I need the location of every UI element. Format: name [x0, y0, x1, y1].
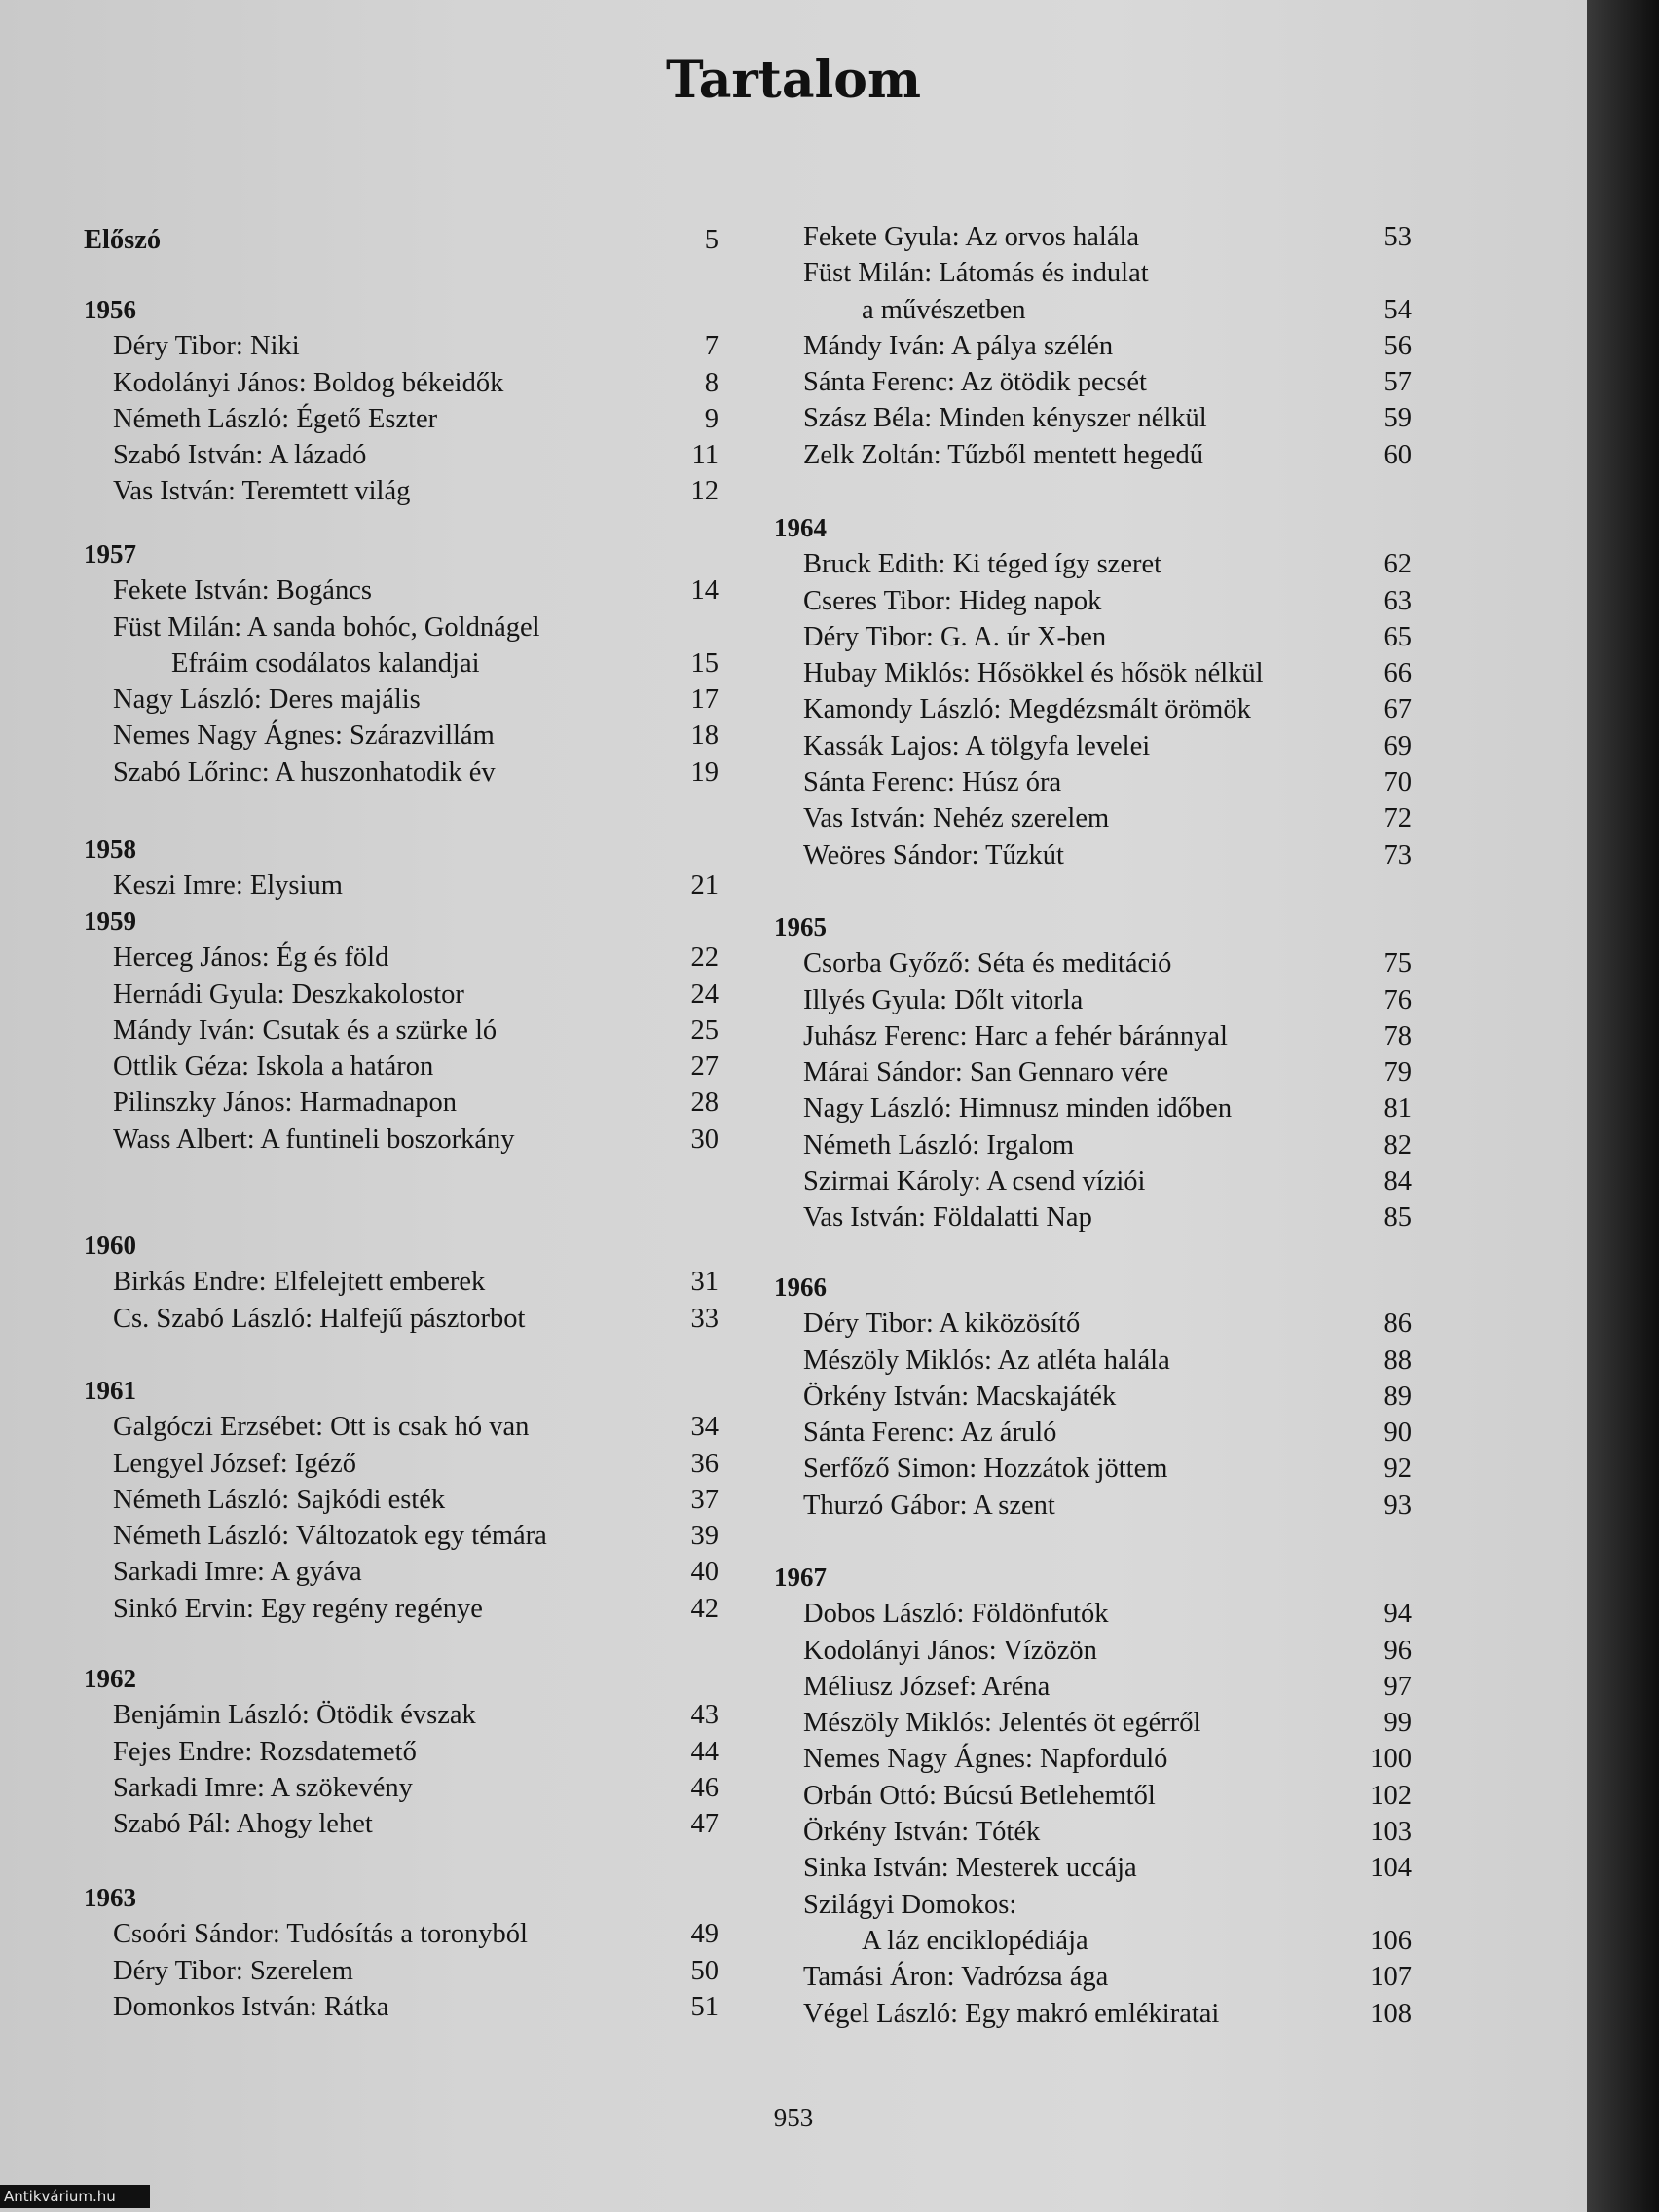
toc-entry	[84, 1989, 719, 2025]
toc-entry	[84, 1301, 719, 1337]
toc-page-number: 82	[1383, 1129, 1412, 1161]
book-edge	[1587, 0, 1659, 2212]
toc-entry-title: Szász Béla: Minden kényszer nélkül	[803, 403, 1207, 434]
toc-page-number: 67	[1383, 694, 1412, 725]
toc-page-number: 88	[1383, 1345, 1412, 1376]
toc-entry	[774, 437, 1412, 473]
year-heading: 1961	[84, 1376, 136, 1405]
toc-entry	[84, 1806, 719, 1842]
toc-entry-title: Bruck Edith: Ki téged így szeret	[803, 549, 1162, 580]
toc-entry	[84, 1409, 719, 1445]
toc-year-section	[774, 1270, 1412, 1524]
toc-entry-title: Serfőző Simon: Hozzátok jöttem	[803, 1454, 1168, 1485]
toc-page-number: 22	[690, 942, 719, 974]
toc-page-number: 104	[1370, 1853, 1412, 1884]
toc-entry	[774, 945, 1412, 981]
toc-page-number: 11	[691, 440, 719, 471]
toc-entry-title: Orbán Ottó: Búcsú Betlehemtől	[803, 1780, 1156, 1811]
toc-entry-title: Szabó István: A lázadó	[113, 440, 367, 471]
toc-entry-title: Németh László: Irgalom	[803, 1129, 1075, 1161]
year-heading: 1964	[774, 513, 827, 542]
toc-entry-title: Szilágyi Domokos:	[803, 1889, 1017, 1920]
year-heading: 1965	[774, 912, 827, 941]
toc-entry	[774, 1850, 1412, 1886]
toc-year-section	[774, 1560, 1412, 2032]
toc-page-number: 62	[1383, 549, 1412, 580]
toc-entry	[774, 1451, 1412, 1487]
toc-entry	[774, 1054, 1412, 1090]
toc-page-number: 93	[1383, 1490, 1412, 1521]
toc-entry-title: A láz enciklopédiája	[862, 1925, 1088, 1956]
toc-entry	[774, 1488, 1412, 1524]
toc-entry-title: Benjámin László: Ötödik évszak	[113, 1700, 476, 1731]
toc-entry	[84, 1013, 719, 1049]
toc-entry	[84, 1697, 719, 1733]
toc-page-number: 107	[1370, 1962, 1412, 1993]
toc-page-number: 108	[1370, 1998, 1412, 2029]
toc-entry	[84, 718, 719, 754]
toc-entry	[774, 619, 1412, 655]
toc-page-number: 73	[1383, 839, 1412, 870]
toc-entry-title: Németh László: Sajkódi esték	[113, 1484, 446, 1515]
toc-entry-title: Németh László: Változatok egy témára	[113, 1521, 547, 1552]
toc-entry-title: Füst Milán: A sanda bohóc, Goldnágel	[113, 611, 540, 643]
toc-page-number: 85	[1383, 1202, 1412, 1234]
toc-entry	[84, 473, 719, 509]
toc-year-section	[84, 1228, 719, 1337]
toc-entry-title: Ottlik Géza: Iskola a határon	[113, 1051, 434, 1083]
toc-entry	[774, 1127, 1412, 1163]
toc-entry	[774, 1669, 1412, 1705]
toc-entry-title: Szabó Lőrinc: A huszonhatodik év	[113, 756, 496, 788]
toc-entry-title: Wass Albert: A funtineli boszorkány	[113, 1124, 515, 1155]
toc-page-number: 36	[690, 1448, 719, 1479]
toc-entry-title: Kodolányi János: Vízözön	[803, 1635, 1097, 1666]
toc-entry-title: Mészöly Miklós: Jelentés öt egérről	[803, 1708, 1201, 1739]
toc-entry-title: Sánta Ferenc: Az áruló	[803, 1418, 1057, 1449]
toc-entry	[774, 837, 1412, 873]
toc-year-section	[84, 536, 719, 791]
toc-entry	[774, 982, 1412, 1018]
toc-page-number: 5	[704, 225, 719, 255]
toc-page-number: 51	[690, 1991, 719, 2022]
toc-page-number: 44	[690, 1736, 719, 1767]
toc-year-section	[84, 292, 719, 510]
toc-year-section	[84, 1373, 719, 1627]
toc-entry-title: Vas István: Földalatti Nap	[803, 1202, 1092, 1234]
toc-entry-title: Déry Tibor: G. A. úr X-ben	[803, 621, 1107, 652]
toc-entry-title: Sánta Ferenc: Húsz óra	[803, 767, 1062, 798]
toc-entry	[84, 1446, 719, 1482]
toc-page-number: 106	[1370, 1925, 1412, 1956]
toc-entry-title: Füst Milán: Látomás és indulat	[803, 258, 1149, 289]
toc-entry-title: Déry Tibor: Szerelem	[113, 1955, 353, 1986]
toc-page-number: 60	[1383, 439, 1412, 470]
toc-page-number: 49	[690, 1919, 719, 1950]
toc-page-number: 94	[1383, 1599, 1412, 1630]
toc-entry-title: Déry Tibor: Niki	[113, 331, 300, 362]
toc-entry	[774, 728, 1412, 764]
toc-page-number: 34	[690, 1412, 719, 1443]
toc-entry-title: a művészetben	[862, 294, 1026, 325]
toc-page-number: 70	[1383, 767, 1412, 798]
toc-entry	[774, 1705, 1412, 1741]
toc-entry	[84, 1518, 719, 1554]
toc-entry-title: Végel László: Egy makró emlékiratai	[803, 1998, 1220, 2029]
toc-entry	[84, 682, 719, 718]
toc-entry-title: Kodolányi János: Boldog békeidők	[113, 367, 504, 398]
toc-year-section	[84, 903, 719, 1158]
year-heading: 1958	[84, 834, 136, 864]
toc-entry-title: Németh László: Égető Eszter	[113, 403, 438, 434]
year-heading: 1956	[84, 295, 136, 324]
toc-page-number: 65	[1383, 621, 1412, 652]
toc-entry	[774, 1596, 1412, 1632]
toc-page-number: 15	[690, 647, 719, 679]
foreword-block	[84, 222, 719, 258]
toc-entry-title: Kassák Lajos: A tölgyfa levelei	[803, 730, 1151, 761]
toc-entry	[84, 1264, 719, 1300]
toc-entry	[84, 1085, 719, 1121]
toc-year-section	[774, 909, 1412, 1236]
toc-entry	[84, 755, 719, 791]
toc-page-number: 79	[1383, 1057, 1412, 1088]
year-heading: 1957	[84, 539, 136, 569]
toc-entry	[774, 764, 1412, 800]
toc-entry-title: Birkás Endre: Elfelejtett emberek	[113, 1267, 486, 1298]
toc-page-number: 50	[690, 1955, 719, 1986]
toc-page-number: 37	[690, 1484, 719, 1515]
toc-page-number: 12	[690, 476, 719, 507]
toc-entry-title: Sánta Ferenc: Az ötödik pecsét	[803, 367, 1147, 398]
toc-page-number: 14	[690, 575, 719, 607]
toc-entry	[84, 1591, 719, 1627]
toc-entry-title: Örkény István: Macskajáték	[803, 1381, 1117, 1412]
toc-page-number: 57	[1383, 367, 1412, 398]
toc-page-number: 86	[1383, 1309, 1412, 1340]
toc-page-number: 24	[690, 978, 719, 1010]
toc-page-number: 89	[1383, 1381, 1412, 1412]
toc-entry-title: Nemes Nagy Ágnes: Szárazvillám	[113, 720, 495, 752]
toc-entry	[774, 1996, 1412, 2032]
toc-entry-title: Sinkó Ervin: Egy regény regénye	[113, 1593, 483, 1624]
toc-page-number: 9	[704, 403, 719, 434]
toc-entry	[774, 1887, 1412, 1923]
toc-entry-title: Fekete István: Bogáncs	[113, 575, 372, 607]
toc-page-number: 18	[690, 720, 719, 752]
toc-entry	[84, 572, 719, 608]
toc-entry-title: Csoóri Sándor: Tudósítás a toronyból	[113, 1919, 528, 1950]
year-heading: 1960	[84, 1231, 136, 1260]
toc-entry-title: Hernádi Gyula: Deszkakolostor	[113, 978, 464, 1010]
toc-entry	[84, 1734, 719, 1770]
toc-entry-title: Fekete Gyula: Az orvos halála	[803, 222, 1140, 252]
toc-page-number: 66	[1383, 658, 1412, 689]
toc-page-number: 30	[690, 1124, 719, 1155]
toc-entry-title: Előszó	[84, 225, 162, 255]
toc-entry-title: Sarkadi Imre: A szökevény	[113, 1772, 413, 1803]
toc-entry-title: Illyés Gyula: Dőlt vitorla	[803, 984, 1084, 1015]
toc-entry-title: Mándy Iván: A pálya szélén	[803, 330, 1114, 361]
toc-page-number: 28	[690, 1088, 719, 1119]
toc-entry	[774, 1814, 1412, 1850]
toc-page-number: 92	[1383, 1454, 1412, 1485]
toc-page-number: 19	[690, 756, 719, 788]
toc-page-number: 59	[1383, 403, 1412, 434]
toc-entry-title: Nagy László: Deres majális	[113, 684, 421, 716]
toc-page-number: 72	[1383, 803, 1412, 834]
toc-entry	[84, 365, 719, 401]
toc-entry-title: Csorba Győző: Séta és meditáció	[803, 948, 1172, 979]
year-heading: 1962	[84, 1664, 136, 1693]
toc-entry	[84, 328, 719, 364]
toc-entry	[84, 222, 719, 258]
toc-entry	[774, 1163, 1412, 1199]
toc-entry	[84, 1049, 719, 1085]
toc-entry-title: Kamondy László: Megdézsmált örömök	[803, 694, 1251, 725]
toc-entry	[774, 1959, 1412, 1995]
toc-entry	[774, 583, 1412, 619]
toc-entry-title: Vas István: Nehéz szerelem	[803, 803, 1110, 834]
toc-page-number: 103	[1370, 1817, 1412, 1848]
toc-entry	[774, 1090, 1412, 1126]
toc-entry-title: Cs. Szabó László: Halfejű pásztorbot	[113, 1303, 526, 1334]
toc-entry	[84, 401, 719, 437]
page-title: Tartalom	[666, 51, 921, 110]
toc-entry	[774, 1923, 1412, 1959]
toc-page-number: 78	[1383, 1020, 1412, 1051]
toc-page-number: 21	[690, 870, 719, 902]
toc-entry	[774, 1306, 1412, 1342]
toc-entry-title: Weöres Sándor: Tűzkút	[803, 839, 1064, 870]
toc-entry-title: Nagy László: Himnusz minden időben	[803, 1093, 1233, 1124]
year-heading: 1959	[84, 906, 136, 936]
toc-entry	[774, 1633, 1412, 1669]
toc-entry	[774, 400, 1412, 436]
page-number: 953	[773, 2103, 814, 2132]
toc-page-number: 96	[1383, 1635, 1412, 1666]
toc-page-number: 47	[690, 1809, 719, 1840]
toc-page-number: 39	[690, 1521, 719, 1552]
toc-entry	[774, 655, 1412, 691]
toc-entry	[774, 1778, 1412, 1814]
toc-entry-title: Szirmai Károly: A csend víziói	[803, 1166, 1146, 1198]
toc-entry	[84, 437, 719, 473]
toc-page-number: 27	[690, 1051, 719, 1083]
toc-entry-title: Méliusz József: Aréna	[803, 1671, 1051, 1702]
toc-entry-title: Herceg János: Ég és föld	[113, 942, 389, 974]
toc-entry	[774, 364, 1412, 400]
toc-page-number: 43	[690, 1700, 719, 1731]
toc-page-number: 76	[1383, 984, 1412, 1015]
toc-entry-title: Fejes Endre: Rozsdatemető	[113, 1736, 417, 1767]
toc-page-number: 99	[1383, 1708, 1412, 1739]
toc-entry-title: Galgóczi Erzsébet: Ott is csak hó van	[113, 1412, 530, 1443]
toc-entry	[774, 691, 1412, 727]
toc-entry	[774, 292, 1412, 328]
toc-year-section	[84, 831, 719, 904]
toc-page-number: 53	[1383, 222, 1412, 252]
toc-page-number: 7	[704, 331, 719, 362]
toc-entry-title: Keszi Imre: Elysium	[113, 870, 343, 902]
toc-page-number: 54	[1383, 294, 1412, 325]
toc-entry	[774, 1415, 1412, 1451]
toc-entry-title: Mészöly Miklós: Az atléta halála	[803, 1345, 1170, 1376]
toc-page-number: 102	[1370, 1780, 1412, 1811]
toc-entry-title: Cseres Tibor: Hideg napok	[803, 585, 1102, 616]
toc-page-number: 75	[1383, 948, 1412, 979]
toc-year-section	[774, 510, 1412, 873]
toc-entry-title: Thurzó Gábor: A szent	[803, 1490, 1055, 1521]
year-heading: 1966	[774, 1272, 827, 1302]
toc-page-number: 90	[1383, 1418, 1412, 1449]
toc-entry-title: Márai Sándor: San Gennaro vére	[803, 1057, 1169, 1088]
toc-entry-title: Lengyel József: Igéző	[113, 1448, 357, 1479]
year-heading: 1967	[774, 1563, 827, 1592]
toc-entry	[774, 1018, 1412, 1054]
toc-page-number: 84	[1383, 1166, 1412, 1198]
toc-entry	[84, 609, 719, 645]
toc-page-number: 8	[704, 367, 719, 398]
toc-year-section	[84, 1880, 719, 2025]
toc-entry	[774, 1379, 1412, 1415]
toc-entry-title: Domonkos István: Rátka	[113, 1991, 389, 2022]
toc-entry-title: Vas István: Teremtett világ	[113, 476, 411, 507]
toc-page-number: 25	[690, 1014, 719, 1046]
toc-entry-title: Zelk Zoltán: Tűzből mentett hegedű	[803, 439, 1204, 470]
toc-page-number: 17	[690, 684, 719, 716]
toc-entry	[774, 219, 1412, 255]
toc-entry	[774, 328, 1412, 364]
toc-entry	[774, 1343, 1412, 1379]
toc-entry-title: Déry Tibor: A kiközösítő	[803, 1309, 1081, 1340]
toc-entry-title: Hubay Miklós: Hősökkel és hősök nélkül	[803, 658, 1264, 689]
toc-entry-title: Nemes Nagy Ágnes: Napforduló	[803, 1744, 1168, 1775]
toc-entry	[84, 940, 719, 976]
toc-entry-title: Juhász Ferenc: Harc a fehér báránnyal	[803, 1020, 1228, 1051]
toc-page-number: 33	[690, 1303, 719, 1334]
toc-page-number: 46	[690, 1772, 719, 1803]
toc-entry	[84, 977, 719, 1013]
toc-page-number: 63	[1383, 585, 1412, 616]
toc-entry	[774, 1199, 1412, 1235]
toc-entry	[84, 867, 719, 903]
toc-page-number: 100	[1370, 1744, 1412, 1775]
toc-page-number: 31	[690, 1267, 719, 1298]
toc-page-number: 40	[690, 1557, 719, 1588]
toc-page-number: 56	[1383, 330, 1412, 361]
toc-entry	[774, 1741, 1412, 1777]
toc-page-number: 81	[1383, 1093, 1412, 1124]
toc-page-number: 69	[1383, 730, 1412, 761]
toc-entry	[774, 255, 1412, 291]
toc-entry-title: Pilinszky János: Harmadnapon	[113, 1088, 458, 1119]
toc-entry	[84, 1482, 719, 1518]
toc-entry-title: Tamási Áron: Vadrózsa ága	[803, 1962, 1109, 1993]
toc-page-number: 97	[1383, 1671, 1412, 1702]
toc-entry-title: Dobos László: Földönfutók	[803, 1599, 1109, 1630]
toc-page-number: 42	[690, 1593, 719, 1624]
toc-entry-title: Efráim csodálatos kalandjai	[171, 647, 480, 679]
toc-entry-title: Örkény István: Tóték	[803, 1817, 1041, 1848]
toc-entry	[84, 1770, 719, 1806]
toc-entry	[84, 1953, 719, 1989]
toc-entry	[84, 1122, 719, 1158]
toc-entry-title: Szabó Pál: Ahogy lehet	[113, 1809, 373, 1840]
toc-year-section	[84, 1661, 719, 1842]
toc-entry	[774, 546, 1412, 582]
watermark: Antikvárium.hu	[0, 2185, 150, 2208]
toc-entry-title: Mándy Iván: Csutak és a szürke ló	[113, 1014, 498, 1046]
year-heading: 1963	[84, 1883, 136, 1912]
toc-entry	[84, 1554, 719, 1590]
toc-entry	[84, 645, 719, 682]
toc-entry	[774, 800, 1412, 836]
toc-entry-title: Sarkadi Imre: A gyáva	[113, 1557, 362, 1588]
continued-section	[774, 219, 1412, 473]
toc-entry	[84, 1916, 719, 1952]
toc-entry-title: Sinka István: Mesterek uccája	[803, 1853, 1137, 1884]
